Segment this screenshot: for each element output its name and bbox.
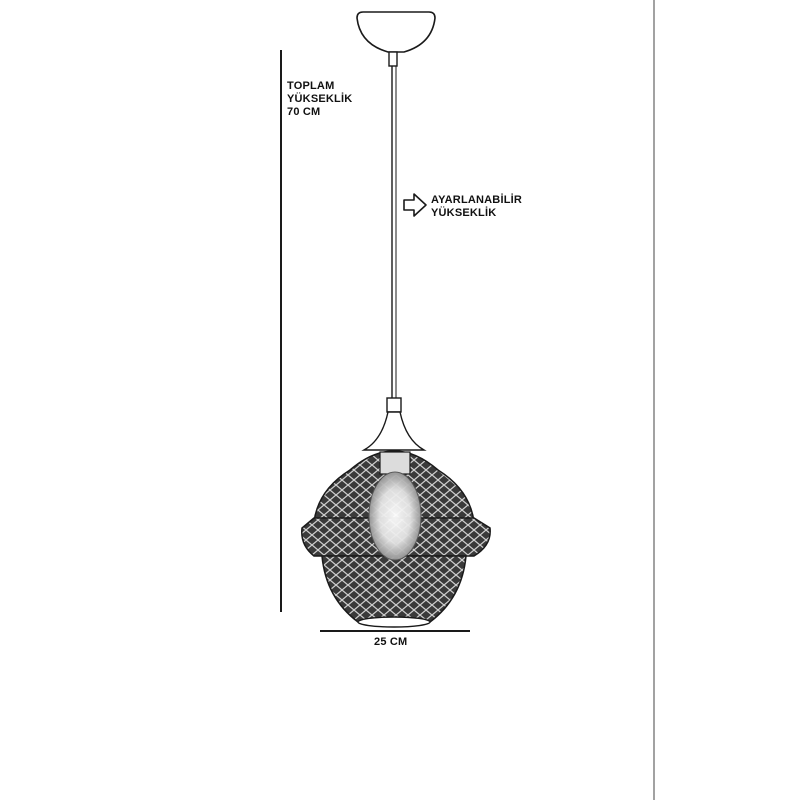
width-label: 25 CM (374, 636, 408, 648)
lamp-funnel-cap (364, 412, 424, 450)
light-bulb (369, 472, 421, 560)
total-height-label-line2: YÜKSEKLİK (287, 93, 353, 105)
adjustable-height-label-line2: YÜKSEKLİK (431, 207, 497, 219)
adjustable-height-label (431, 194, 522, 220)
adjustable-height-label-line1: AYARLANABİLİR (431, 194, 523, 206)
ceiling-canopy (357, 12, 435, 52)
shade-bottom-ring (358, 617, 430, 627)
total-height-label-line3: 70 CM (287, 106, 321, 118)
total-height-label (287, 80, 352, 119)
outline-right-arrow-icon (404, 194, 426, 216)
total-height-label-line1: TOPLAM (287, 80, 335, 92)
shade-lower-bowl (322, 556, 466, 622)
bulb-socket (380, 452, 410, 474)
canopy-stem (389, 52, 397, 66)
socket-collar (387, 398, 401, 412)
